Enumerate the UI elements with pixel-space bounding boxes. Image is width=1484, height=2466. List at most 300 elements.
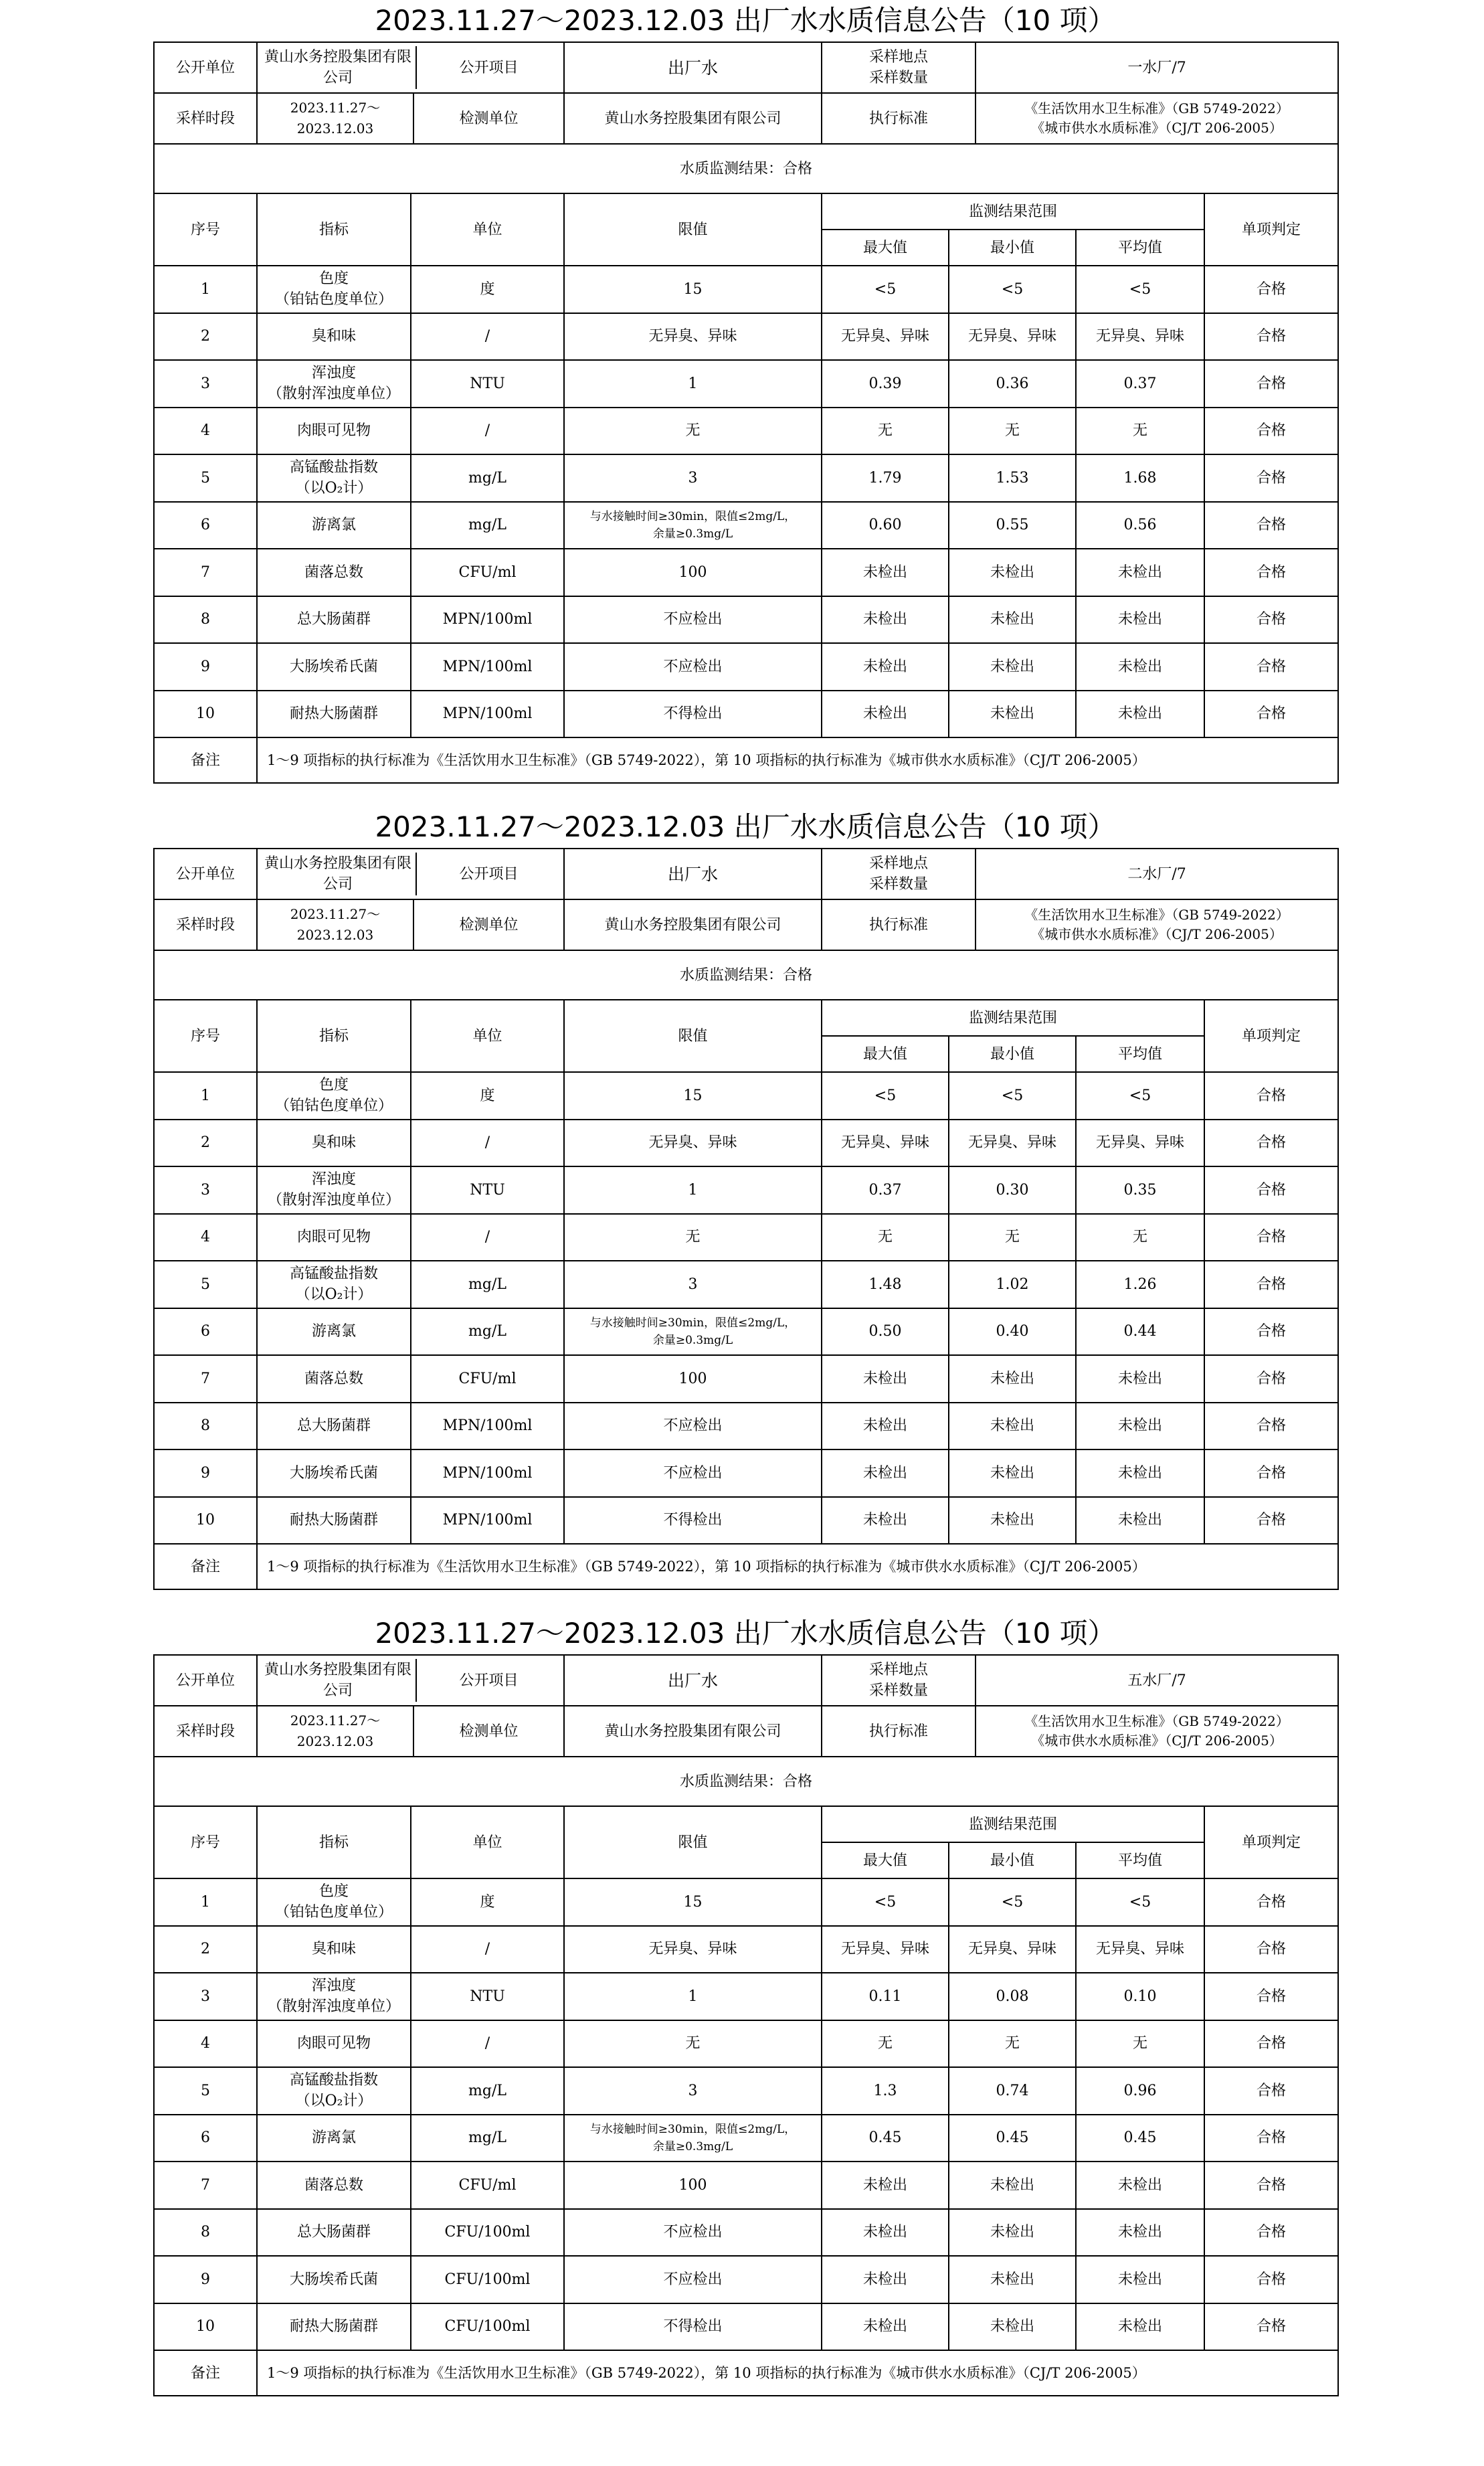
site-label bbox=[822, 1656, 976, 1705]
row-avg: 1.26 bbox=[1076, 1261, 1204, 1308]
info-row-1 bbox=[154, 42, 1338, 93]
row-no: 10 bbox=[154, 691, 257, 738]
row-min: 0.55 bbox=[949, 502, 1076, 549]
row-min: 1.02 bbox=[949, 1261, 1076, 1308]
row-indicator bbox=[257, 454, 411, 502]
row-limit-1: 1 bbox=[688, 1988, 698, 2005]
table-row bbox=[154, 502, 1338, 549]
row-unit: NTU bbox=[411, 1166, 564, 1214]
standard-cell bbox=[822, 1706, 1338, 1757]
row-indicator bbox=[257, 1449, 411, 1497]
site-label bbox=[822, 43, 976, 92]
row-min: 未检出 bbox=[949, 2303, 1076, 2351]
test-unit-label: 检测单位 bbox=[413, 1706, 563, 1756]
header-max: 最大值 bbox=[822, 1036, 949, 1072]
row-unit: CFU/100ml bbox=[411, 2303, 564, 2351]
row-limit-1: 不应检出 bbox=[663, 658, 723, 675]
row-min: 未检出 bbox=[949, 1497, 1076, 1545]
row-min: 未检出 bbox=[949, 691, 1076, 738]
row-indicator bbox=[257, 1878, 411, 1926]
row-judge: 合格 bbox=[1204, 1973, 1338, 2020]
row-limit bbox=[564, 643, 822, 691]
row-avg: <5 bbox=[1076, 1072, 1204, 1120]
row-limit-1: 不应检出 bbox=[663, 611, 723, 628]
row-unit: mg/L bbox=[411, 502, 564, 549]
row-no: 3 bbox=[154, 360, 257, 408]
standard-1: 《生活饮用水卫生标准》（GB 5749-2022） bbox=[1024, 100, 1289, 116]
header-no: 序号 bbox=[154, 193, 257, 266]
period-label: 采样时段 bbox=[154, 899, 257, 950]
row-min: 无异臭、异味 bbox=[949, 1120, 1076, 1167]
row-indicator-name: 耐热大肠菌群 bbox=[289, 2318, 378, 2336]
row-indicator bbox=[257, 1355, 411, 1403]
site-value: 一水厂/7 bbox=[1127, 59, 1186, 76]
row-avg: 未检出 bbox=[1076, 2162, 1204, 2209]
row-no: 6 bbox=[154, 502, 257, 549]
row-limit-1: 无异臭、异味 bbox=[648, 1134, 737, 1152]
header-unit: 单位 bbox=[411, 193, 564, 266]
row-min: 1.53 bbox=[949, 454, 1076, 502]
row-judge: 合格 bbox=[1204, 1449, 1338, 1497]
row-no: 6 bbox=[154, 2115, 257, 2162]
site-label-2: 采样数量 bbox=[869, 1682, 929, 1699]
row-indicator bbox=[257, 1261, 411, 1308]
row-limit bbox=[564, 691, 822, 738]
row-avg: 无异臭、异味 bbox=[1076, 313, 1204, 361]
site-cell bbox=[822, 42, 1338, 93]
row-limit-1: 不应检出 bbox=[663, 1417, 723, 1435]
project-value: 出厂水 bbox=[564, 849, 822, 899]
row-indicator bbox=[257, 596, 411, 644]
row-indicator-sub: （散射浑浊度单位） bbox=[267, 1192, 400, 1209]
row-indicator-name: 耐热大肠菌群 bbox=[289, 705, 378, 723]
period-value: 2023.11.27～2023.12.03 bbox=[290, 1712, 381, 1749]
row-limit bbox=[564, 360, 822, 408]
row-unit: mg/L bbox=[411, 2067, 564, 2115]
header-min: 最小值 bbox=[949, 1842, 1076, 1878]
row-judge: 合格 bbox=[1204, 360, 1338, 408]
result-row bbox=[154, 144, 1338, 193]
row-min: 0.30 bbox=[949, 1166, 1076, 1214]
row-limit bbox=[564, 1497, 822, 1545]
row-max: 未检出 bbox=[822, 2303, 949, 2351]
row-limit-1: 1 bbox=[688, 1181, 698, 1199]
row-judge: 合格 bbox=[1204, 1261, 1338, 1308]
row-max: 无异臭、异味 bbox=[822, 1120, 949, 1167]
row-indicator-name: 耐热大肠菌群 bbox=[289, 1512, 378, 1529]
water-quality-table bbox=[153, 41, 1339, 784]
row-judge: 合格 bbox=[1204, 313, 1338, 361]
header-range: 监测结果范围 bbox=[822, 1000, 1204, 1036]
row-indicator-name: 浑浊度 bbox=[311, 1977, 356, 1995]
row-max: 未检出 bbox=[822, 2162, 949, 2209]
row-indicator-name: 高锰酸盐指数 bbox=[289, 2072, 378, 2089]
header-row-1 bbox=[154, 193, 1338, 230]
row-no: 7 bbox=[154, 1355, 257, 1403]
row-min: 0.74 bbox=[949, 2067, 1076, 2115]
row-min: 未检出 bbox=[949, 2209, 1076, 2257]
row-no: 1 bbox=[154, 266, 257, 313]
header-judge: 单项判定 bbox=[1204, 1806, 1338, 1878]
row-avg: 未检出 bbox=[1076, 549, 1204, 596]
table-row bbox=[154, 1120, 1338, 1167]
row-indicator-sub: （散射浑浊度单位） bbox=[267, 385, 400, 403]
row-unit: NTU bbox=[411, 1973, 564, 2020]
row-limit bbox=[564, 1072, 822, 1120]
row-limit bbox=[564, 1166, 822, 1214]
standard-label: 执行标准 bbox=[822, 900, 976, 950]
table-row bbox=[154, 2020, 1338, 2068]
row-limit-1: 无异臭、异味 bbox=[648, 328, 737, 345]
row-unit: CFU/100ml bbox=[411, 2209, 564, 2257]
row-indicator bbox=[257, 2067, 411, 2115]
row-max: <5 bbox=[822, 1878, 949, 1926]
notice-sheet bbox=[153, 0, 1337, 784]
table-row bbox=[154, 1355, 1338, 1403]
row-indicator bbox=[257, 1214, 411, 1261]
row-judge: 合格 bbox=[1204, 2162, 1338, 2209]
row-unit: mg/L bbox=[411, 2115, 564, 2162]
row-avg: 无异臭、异味 bbox=[1076, 1120, 1204, 1167]
info-row-2 bbox=[154, 93, 1338, 144]
row-no: 1 bbox=[154, 1072, 257, 1120]
table-row bbox=[154, 1403, 1338, 1450]
row-limit bbox=[564, 454, 822, 502]
row-judge: 合格 bbox=[1204, 549, 1338, 596]
row-indicator-name: 菌落总数 bbox=[304, 2176, 363, 2194]
row-indicator-name: 肉眼可见物 bbox=[296, 1229, 371, 1246]
row-no: 7 bbox=[154, 549, 257, 596]
row-indicator bbox=[257, 502, 411, 549]
table-row bbox=[154, 549, 1338, 596]
row-unit: 度 bbox=[411, 1878, 564, 1926]
row-no: 5 bbox=[154, 2067, 257, 2115]
row-indicator-name: 浑浊度 bbox=[311, 1171, 356, 1188]
row-avg: 0.35 bbox=[1076, 1166, 1204, 1214]
table-row bbox=[154, 2067, 1338, 2115]
row-avg: <5 bbox=[1076, 266, 1204, 313]
row-indicator bbox=[257, 1072, 411, 1120]
note-row bbox=[154, 737, 1338, 783]
table-row bbox=[154, 1214, 1338, 1261]
row-max: 未检出 bbox=[822, 1403, 949, 1450]
row-min: 0.45 bbox=[949, 2115, 1076, 2162]
row-min: 无 bbox=[949, 2020, 1076, 2068]
row-no: 9 bbox=[154, 643, 257, 691]
row-limit-1: 与水接触时间≥30min，限值≤2mg/L， bbox=[589, 2122, 796, 2136]
row-indicator bbox=[257, 1120, 411, 1167]
row-max: <5 bbox=[822, 266, 949, 313]
row-max: 无异臭、异味 bbox=[822, 313, 949, 361]
period-cell bbox=[257, 93, 564, 144]
row-max: 1.48 bbox=[822, 1261, 949, 1308]
row-max: 未检出 bbox=[822, 1497, 949, 1545]
row-indicator-sub: （铂钴色度单位） bbox=[274, 291, 393, 309]
row-limit-1: 无异臭、异味 bbox=[648, 1941, 737, 1958]
row-indicator bbox=[257, 2115, 411, 2162]
row-unit: MPN/100ml bbox=[411, 643, 564, 691]
row-no: 3 bbox=[154, 1973, 257, 2020]
row-limit-1: 无 bbox=[685, 422, 701, 440]
row-avg: 0.96 bbox=[1076, 2067, 1204, 2115]
row-unit: / bbox=[411, 313, 564, 361]
result-row bbox=[154, 950, 1338, 1000]
row-max: 未检出 bbox=[822, 2256, 949, 2303]
project-value: 出厂水 bbox=[564, 1655, 822, 1706]
table-row bbox=[154, 266, 1338, 313]
test-unit-value: 黄山水务控股集团有限公司 bbox=[564, 1706, 822, 1757]
period-cell bbox=[257, 899, 564, 950]
period-label: 采样时段 bbox=[154, 93, 257, 144]
row-indicator-name: 高锰酸盐指数 bbox=[289, 459, 378, 476]
row-indicator-sub: （以O₂计） bbox=[295, 480, 373, 497]
row-indicator-name: 臭和味 bbox=[311, 328, 356, 345]
note-row bbox=[154, 2350, 1338, 2396]
row-judge: 合格 bbox=[1204, 691, 1338, 738]
row-avg: 0.10 bbox=[1076, 1973, 1204, 2020]
row-indicator bbox=[257, 691, 411, 738]
row-avg: 未检出 bbox=[1076, 1497, 1204, 1545]
row-indicator-name: 总大肠菌群 bbox=[296, 2224, 371, 2241]
row-indicator-name: 色度 bbox=[318, 270, 349, 288]
row-indicator bbox=[257, 2209, 411, 2257]
row-indicator bbox=[257, 2303, 411, 2351]
site-cell bbox=[822, 1655, 1338, 1706]
row-indicator-sub: （散射浑浊度单位） bbox=[267, 1998, 400, 2016]
row-indicator bbox=[257, 643, 411, 691]
row-max: 1.79 bbox=[822, 454, 949, 502]
row-indicator-name: 游离氯 bbox=[311, 1323, 356, 1340]
standard-1: 《生活饮用水卫生标准》（GB 5749-2022） bbox=[1024, 907, 1289, 923]
row-judge: 合格 bbox=[1204, 596, 1338, 644]
row-min: 0.08 bbox=[949, 1973, 1076, 2020]
row-limit bbox=[564, 2162, 822, 2209]
table-row bbox=[154, 643, 1338, 691]
row-judge: 合格 bbox=[1204, 266, 1338, 313]
standard-label: 执行标准 bbox=[822, 94, 976, 143]
row-indicator bbox=[257, 313, 411, 361]
notice-title: 2023.11.27～2023.12.03 出厂水水质信息公告（10 项） bbox=[375, 4, 1116, 37]
project-label: 公开项目 bbox=[415, 1659, 561, 1702]
row-indicator-name: 大肠埃希氏菌 bbox=[289, 2271, 378, 2288]
row-indicator-sub: （以O₂计） bbox=[295, 1286, 373, 1304]
row-indicator-name: 总大肠菌群 bbox=[296, 611, 371, 628]
row-avg: 未检出 bbox=[1076, 2209, 1204, 2257]
standard-cell bbox=[822, 899, 1338, 950]
row-min: 未检出 bbox=[949, 2162, 1076, 2209]
standard-2: 《城市供水水质标准》（CJ/T 206-2005） bbox=[1031, 120, 1283, 136]
row-indicator-name: 菌落总数 bbox=[304, 1370, 363, 1387]
row-indicator bbox=[257, 1497, 411, 1545]
unit-value bbox=[257, 42, 564, 93]
row-indicator-name: 游离氯 bbox=[311, 517, 356, 534]
row-judge: 合格 bbox=[1204, 2209, 1338, 2257]
row-unit: MPN/100ml bbox=[411, 691, 564, 738]
row-min: 无 bbox=[949, 1214, 1076, 1261]
project-label: 公开项目 bbox=[415, 46, 561, 89]
period-value: 2023.11.27～2023.12.03 bbox=[290, 100, 381, 137]
table-row bbox=[154, 1261, 1338, 1308]
row-max: 0.39 bbox=[822, 360, 949, 408]
result-text: 水质监测结果：合格 bbox=[154, 1757, 1338, 1806]
row-limit bbox=[564, 408, 822, 455]
note-text: 1～9 项指标的执行标准为《生活饮用水卫生标准》（GB 5749-2022），第 10 项指标的执行标准为《城市供水水质标准》（CJ/T 206-2005） bbox=[257, 2350, 1338, 2396]
row-no: 6 bbox=[154, 1308, 257, 1356]
row-judge: 合格 bbox=[1204, 1120, 1338, 1167]
row-indicator-sub: （铂钴色度单位） bbox=[274, 1097, 393, 1115]
unit-value bbox=[257, 1655, 564, 1706]
row-judge: 合格 bbox=[1204, 2303, 1338, 2351]
row-limit bbox=[564, 313, 822, 361]
row-avg: 0.45 bbox=[1076, 2115, 1204, 2162]
site-label-1: 采样地点 bbox=[869, 855, 929, 872]
row-min: 未检出 bbox=[949, 643, 1076, 691]
row-unit: 度 bbox=[411, 1072, 564, 1120]
row-indicator-name: 色度 bbox=[318, 1077, 349, 1094]
row-indicator bbox=[257, 2256, 411, 2303]
row-max: 0.37 bbox=[822, 1166, 949, 1214]
site-label-1: 采样地点 bbox=[869, 49, 929, 66]
row-judge: 合格 bbox=[1204, 643, 1338, 691]
water-quality-table bbox=[153, 1654, 1339, 2396]
row-limit bbox=[564, 2209, 822, 2257]
row-limit bbox=[564, 1449, 822, 1497]
row-indicator bbox=[257, 408, 411, 455]
table-row bbox=[154, 1926, 1338, 1973]
header-indicator: 指标 bbox=[257, 1806, 411, 1878]
row-indicator bbox=[257, 1166, 411, 1214]
row-max: 无异臭、异味 bbox=[822, 1926, 949, 1973]
test-unit-label: 检测单位 bbox=[413, 94, 563, 143]
row-max: 0.60 bbox=[822, 502, 949, 549]
header-avg: 平均值 bbox=[1076, 230, 1204, 266]
row-limit bbox=[564, 1926, 822, 1973]
unit-value bbox=[257, 849, 564, 899]
header-unit: 单位 bbox=[411, 1000, 564, 1072]
table-row bbox=[154, 1449, 1338, 1497]
header-unit: 单位 bbox=[411, 1806, 564, 1878]
table-row bbox=[154, 2115, 1338, 2162]
standard-value bbox=[976, 900, 1337, 950]
row-unit: CFU/100ml bbox=[411, 2256, 564, 2303]
note-label: 备注 bbox=[154, 737, 257, 783]
row-indicator-name: 臭和味 bbox=[311, 1134, 356, 1152]
test-unit-value: 黄山水务控股集团有限公司 bbox=[564, 93, 822, 144]
row-min: 未检出 bbox=[949, 2256, 1076, 2303]
standard-2: 《城市供水水质标准》（CJ/T 206-2005） bbox=[1031, 926, 1283, 942]
header-judge: 单项判定 bbox=[1204, 1000, 1338, 1072]
unit-value-text: 黄山水务控股集团有限公司 bbox=[264, 1662, 411, 1699]
row-limit-1: 无 bbox=[685, 2035, 701, 2052]
header-indicator: 指标 bbox=[257, 1000, 411, 1072]
row-indicator-name: 大肠埃希氏菌 bbox=[289, 1464, 378, 1482]
site-label bbox=[822, 849, 976, 899]
result-text: 水质监测结果：合格 bbox=[154, 144, 1338, 193]
row-indicator bbox=[257, 1973, 411, 2020]
row-unit: NTU bbox=[411, 360, 564, 408]
row-limit-1: 15 bbox=[683, 280, 703, 298]
site-value: 二水厂/7 bbox=[1127, 865, 1186, 883]
table-row bbox=[154, 1166, 1338, 1214]
row-min: <5 bbox=[949, 266, 1076, 313]
row-limit bbox=[564, 1214, 822, 1261]
header-limit: 限值 bbox=[564, 1806, 822, 1878]
standard-value bbox=[976, 1706, 1337, 1756]
row-indicator-name: 游离氯 bbox=[311, 2129, 356, 2147]
notice-title: 2023.11.27～2023.12.03 出厂水水质信息公告（10 项） bbox=[375, 810, 1116, 843]
row-unit: mg/L bbox=[411, 1308, 564, 1356]
row-no: 4 bbox=[154, 2020, 257, 2068]
row-no: 4 bbox=[154, 408, 257, 455]
table-row bbox=[154, 408, 1338, 455]
row-no: 8 bbox=[154, 1403, 257, 1450]
table-row bbox=[154, 313, 1338, 361]
row-no: 5 bbox=[154, 1261, 257, 1308]
row-avg: 0.56 bbox=[1076, 502, 1204, 549]
row-indicator bbox=[257, 1403, 411, 1450]
row-limit-1: 15 bbox=[683, 1893, 703, 1911]
row-no: 2 bbox=[154, 1120, 257, 1167]
header-range: 监测结果范围 bbox=[822, 1806, 1204, 1842]
site-cell bbox=[822, 849, 1338, 899]
project-label: 公开项目 bbox=[415, 853, 561, 895]
row-min: 0.40 bbox=[949, 1308, 1076, 1356]
row-unit: CFU/ml bbox=[411, 1355, 564, 1403]
row-limit bbox=[564, 1261, 822, 1308]
row-judge: 合格 bbox=[1204, 1497, 1338, 1545]
row-limit bbox=[564, 1308, 822, 1356]
row-min: <5 bbox=[949, 1878, 1076, 1926]
row-no: 7 bbox=[154, 2162, 257, 2209]
header-min: 最小值 bbox=[949, 230, 1076, 266]
notice-title: 2023.11.27～2023.12.03 出厂水水质信息公告（10 项） bbox=[375, 1617, 1116, 1650]
row-indicator-sub: （以O₂计） bbox=[295, 2093, 373, 2110]
row-limit-1: 不应检出 bbox=[663, 1464, 723, 1482]
table-row bbox=[154, 1497, 1338, 1545]
note-text: 1～9 项指标的执行标准为《生活饮用水卫生标准》（GB 5749-2022），第 10 项指标的执行标准为《城市供水水质标准》（CJ/T 206-2005） bbox=[257, 1544, 1338, 1589]
row-limit bbox=[564, 1973, 822, 2020]
row-unit: CFU/ml bbox=[411, 549, 564, 596]
row-judge: 合格 bbox=[1204, 1166, 1338, 1214]
unit-label: 公开单位 bbox=[154, 42, 257, 93]
row-avg: <5 bbox=[1076, 1878, 1204, 1926]
row-no: 10 bbox=[154, 1497, 257, 1545]
row-unit: CFU/ml bbox=[411, 2162, 564, 2209]
row-max: 未检出 bbox=[822, 1449, 949, 1497]
row-limit bbox=[564, 2067, 822, 2115]
row-max: 无 bbox=[822, 2020, 949, 2068]
row-indicator bbox=[257, 360, 411, 408]
site-label-2: 采样数量 bbox=[869, 70, 929, 86]
row-max: 1.3 bbox=[822, 2067, 949, 2115]
note-label: 备注 bbox=[154, 1544, 257, 1589]
row-avg: 未检出 bbox=[1076, 1449, 1204, 1497]
row-limit-2: 余量≥0.3mg/L bbox=[652, 527, 733, 541]
row-avg: 0.37 bbox=[1076, 360, 1204, 408]
row-indicator-name: 肉眼可见物 bbox=[296, 2035, 371, 2052]
row-max: 0.50 bbox=[822, 1308, 949, 1356]
period-cell bbox=[257, 1706, 564, 1757]
row-limit-1: 3 bbox=[688, 1275, 698, 1293]
row-limit bbox=[564, 2115, 822, 2162]
project-value: 出厂水 bbox=[564, 42, 822, 93]
row-indicator bbox=[257, 2162, 411, 2209]
row-judge: 合格 bbox=[1204, 2115, 1338, 2162]
row-limit-1: 不应检出 bbox=[663, 2271, 723, 2288]
table-row bbox=[154, 1072, 1338, 1120]
header-min: 最小值 bbox=[949, 1036, 1076, 1072]
row-indicator-sub: （铂钴色度单位） bbox=[274, 1904, 393, 1921]
